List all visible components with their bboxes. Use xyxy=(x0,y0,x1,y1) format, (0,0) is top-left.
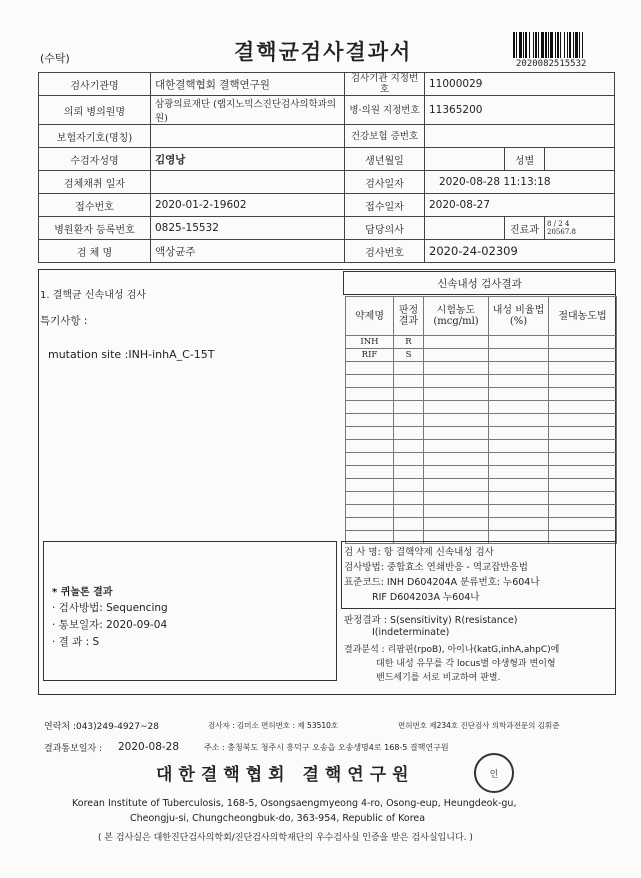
table-row-empty xyxy=(346,362,617,375)
barcode-bar xyxy=(575,32,578,58)
col-drug: 약제명 xyxy=(346,297,394,336)
table-row-empty xyxy=(346,414,617,427)
empty-cell xyxy=(549,479,617,492)
test-concentration xyxy=(424,349,489,362)
quinolone-method: · 검사방법: Sequencing xyxy=(52,602,168,614)
contract-label: (수탁) xyxy=(40,52,70,65)
empty-cell xyxy=(549,518,617,531)
barcode-bar xyxy=(535,32,537,58)
barcode-bar xyxy=(538,32,539,58)
barcode-bar xyxy=(516,32,517,58)
empty-cell xyxy=(346,466,394,479)
barcode-bar xyxy=(569,32,571,58)
label-hospital-reg-no: 병원환자 등록번호 xyxy=(39,217,151,240)
header-table xyxy=(38,72,615,263)
empty-cell xyxy=(489,375,549,388)
empty-cell xyxy=(346,401,394,414)
empty-cell xyxy=(394,414,424,427)
label-receipt-date: 접수일자 xyxy=(345,194,425,217)
address-english-1: Korean Institute of Tuberculosis, 168-5, Osongsaengmyeong 4-ro, Osong-eup, Heungdeok-gu, xyxy=(72,798,517,809)
test-concentration xyxy=(424,336,489,349)
barcode-bar xyxy=(529,32,530,58)
empty-cell xyxy=(394,440,424,453)
empty-cell xyxy=(394,375,424,388)
value-receipt-no: 2020-01-2-19602 xyxy=(151,194,345,217)
empty-cell xyxy=(346,362,394,375)
resistance-ratio xyxy=(489,349,549,362)
empty-cell xyxy=(489,453,549,466)
quinolone-result: · 결 과 : S xyxy=(52,636,100,648)
empty-cell xyxy=(489,401,549,414)
value-test-date: 2020-08-28 11:13:18 xyxy=(425,171,615,194)
empty-cell xyxy=(424,492,489,505)
value-institution: 대한결핵협회 결핵연구원 xyxy=(151,73,345,96)
result-analysis-2: 대한 내성 유무를 각 locus별 야생형과 변이형 xyxy=(376,659,556,669)
value-insurer xyxy=(151,125,345,148)
label-insurance-no: 건강보험 증번호 xyxy=(345,125,425,148)
value-specimen: 액상균주 xyxy=(151,240,345,263)
col-absolute-concentration: 절대농도법 xyxy=(549,297,617,336)
empty-cell xyxy=(549,440,617,453)
empty-cell xyxy=(346,440,394,453)
empty-cell xyxy=(489,427,549,440)
document-title: 결핵균검사결과서 xyxy=(234,39,413,64)
empty-cell xyxy=(549,466,617,479)
value-department xyxy=(545,217,615,240)
empty-cell xyxy=(424,388,489,401)
empty-cell xyxy=(346,453,394,466)
empty-cell xyxy=(549,453,617,466)
empty-cell xyxy=(346,427,394,440)
method-method: 검사방법: 중합효소 연쇄반응 - 역교잡반응법 xyxy=(344,562,528,573)
result-analysis-3: 밴드세기를 서로 비교하여 판별. xyxy=(376,673,501,683)
barcode-bar xyxy=(555,32,556,58)
empty-cell xyxy=(346,505,394,518)
label-requesting-clinic: 의뢰 병의원명 xyxy=(39,96,151,125)
empty-cell xyxy=(424,479,489,492)
table-row-empty xyxy=(346,492,617,505)
result-analysis-1: 결과분석 : 리팜핀(rpoB), 아이나(katG,inhA,ahpC)에 xyxy=(344,645,560,655)
barcode-bar xyxy=(560,32,561,58)
label-collection-date: 검체채취 일자 xyxy=(39,171,151,194)
table-row-empty xyxy=(346,388,617,401)
empty-cell xyxy=(424,505,489,518)
col-resistance-ratio: 내성 비율법(%) xyxy=(489,297,549,336)
resistance-ratio xyxy=(489,336,549,349)
empty-cell xyxy=(394,453,424,466)
barcode-number: 2020082515532 xyxy=(516,59,587,69)
barcode-bar xyxy=(567,32,568,58)
judgement: R xyxy=(394,336,424,349)
value-patient-name: 김영낭 xyxy=(151,148,345,171)
label-receipt-no: 접수번호 xyxy=(39,194,151,217)
value-requesting-clinic: 삼광의료재단 (랩지노믹스진단검사의학과의원) xyxy=(151,96,345,125)
empty-cell xyxy=(489,492,549,505)
empty-cell xyxy=(424,466,489,479)
barcode-bar xyxy=(573,32,574,58)
empty-cell xyxy=(346,388,394,401)
barcode-bar xyxy=(519,32,522,58)
table-row-empty xyxy=(346,453,617,466)
table-row xyxy=(346,349,617,362)
result-table-title: 신속내성 검사결과 xyxy=(437,278,522,290)
value-test-no: 2020-24-02309 xyxy=(425,240,615,263)
drug-name: INH xyxy=(346,336,394,349)
barcode-bar xyxy=(541,32,544,58)
table-row-empty xyxy=(346,375,617,388)
barcode-bar xyxy=(550,32,553,58)
empty-cell xyxy=(549,362,617,375)
empty-cell xyxy=(424,375,489,388)
barcode-bar xyxy=(579,32,580,58)
label-institution-id: 검사기관 지정번호 xyxy=(345,73,425,96)
result-table xyxy=(345,296,617,544)
empty-cell xyxy=(549,388,617,401)
table-row-empty xyxy=(346,479,617,492)
judgement: S xyxy=(394,349,424,362)
empty-cell xyxy=(346,375,394,388)
barcode-bar xyxy=(545,32,547,58)
empty-cell xyxy=(346,479,394,492)
table-row-empty xyxy=(346,427,617,440)
empty-cell xyxy=(489,466,549,479)
report-date: 2020-08-28 xyxy=(118,741,180,753)
empty-cell xyxy=(424,414,489,427)
empty-cell xyxy=(394,492,424,505)
barcode-bar xyxy=(564,32,565,58)
barcode-bar xyxy=(557,32,559,58)
table-row-empty xyxy=(346,466,617,479)
empty-cell xyxy=(549,414,617,427)
empty-cell xyxy=(424,453,489,466)
method-test-name: 검 사 명: 항 결핵약제 신속내성 검사 xyxy=(344,547,494,558)
label-clinic-id: 병·의원 지정번호 xyxy=(345,96,425,125)
inspector: 검사자 : 김미소 면허번호 : 제 53510호 xyxy=(208,721,339,730)
empty-cell xyxy=(549,492,617,505)
label-specimen: 검 체 명 xyxy=(39,240,151,263)
empty-cell xyxy=(394,401,424,414)
col-judgement: 판정 결과 xyxy=(394,297,424,336)
quinolone-report-date: · 통보일자: 2020-09-04 xyxy=(52,619,168,631)
drug-name: RIF xyxy=(346,349,394,362)
barcode-bar xyxy=(533,32,534,58)
empty-cell xyxy=(424,401,489,414)
empty-cell xyxy=(489,505,549,518)
label-department: 진료과 xyxy=(505,217,545,240)
label-sex: 성별 xyxy=(505,148,545,171)
empty-cell xyxy=(549,401,617,414)
empty-cell xyxy=(394,479,424,492)
label-insurer: 보험자기호(명칭) xyxy=(39,125,151,148)
label-test-no: 검사번호 xyxy=(345,240,425,263)
barcode xyxy=(513,32,601,58)
label-test-date: 검사일자 xyxy=(345,171,425,194)
empty-cell xyxy=(489,388,549,401)
empty-cell xyxy=(346,414,394,427)
absolute-concentration xyxy=(549,336,617,349)
value-insurance-no xyxy=(425,125,615,148)
value-department-line2: 20567.8 xyxy=(547,228,576,236)
physician: 면허번호 제234호 진단검사 의학과전문의 김휘준 xyxy=(398,721,560,730)
empty-cell xyxy=(549,505,617,518)
empty-cell xyxy=(489,362,549,375)
empty-cell xyxy=(394,427,424,440)
table-row xyxy=(346,336,617,349)
certification-note: ( 본 검사실은 대한진단검사의학회/진단검사의학재단의 우수검사실 인증을 받은 검사실입니다. ) xyxy=(98,833,473,843)
label-patient-name: 수검자성명 xyxy=(39,148,151,171)
empty-cell xyxy=(424,440,489,453)
method-standard-code: 표준코드: INH D604204A 분류번호: 누604나 xyxy=(344,577,540,588)
value-clinic-id: 11365200 xyxy=(425,96,615,125)
barcode-bar xyxy=(548,32,549,58)
value-institution-id: 11000029 xyxy=(425,73,615,96)
label-institution: 검사기관명 xyxy=(39,73,151,96)
address-english-2: Cheongju-si, Chungcheongbuk-do, 363-954, Republic of Korea xyxy=(130,813,426,824)
empty-cell xyxy=(549,375,617,388)
special-notes-label: 특기사항 : xyxy=(40,315,88,327)
empty-cell xyxy=(394,362,424,375)
value-receipt-date: 2020-08-27 xyxy=(425,194,615,217)
empty-cell xyxy=(424,518,489,531)
barcode-bar xyxy=(523,32,524,58)
section-title: 1. 결핵균 신속내성 검사 xyxy=(40,290,147,301)
empty-cell xyxy=(394,505,424,518)
empty-cell xyxy=(394,518,424,531)
value-doctor xyxy=(425,217,505,240)
value-collection-date xyxy=(151,171,345,194)
barcode-bar xyxy=(513,32,515,58)
value-birthdate xyxy=(425,148,505,171)
organization-name: 대한결핵협회 결핵연구원 xyxy=(156,765,415,785)
judgement-criteria-2: I(indeterminate) xyxy=(372,627,450,638)
col-test-concentration: 시험농도(mcg/ml) xyxy=(424,297,489,336)
mutation-site: mutation site :INH-inhA_C-15T xyxy=(48,348,215,361)
empty-cell xyxy=(424,427,489,440)
judgement-criteria: 판정결과 : S(sensitivity) R(resistance) xyxy=(344,615,518,626)
empty-cell xyxy=(424,362,489,375)
empty-cell xyxy=(489,414,549,427)
table-row-empty xyxy=(346,518,617,531)
quinolone-title: * 퀴놀론 결과 xyxy=(52,587,113,598)
empty-cell xyxy=(394,466,424,479)
empty-cell xyxy=(346,492,394,505)
empty-cell xyxy=(489,479,549,492)
contact: 연락처 :043)249-4927~28 xyxy=(44,722,159,732)
official-seal xyxy=(474,753,514,793)
empty-cell xyxy=(549,427,617,440)
table-row-empty xyxy=(346,401,617,414)
barcode-bar xyxy=(525,32,527,58)
label-birthdate: 생년월일 xyxy=(345,148,425,171)
barcode-bar xyxy=(582,32,583,58)
table-row-empty xyxy=(346,440,617,453)
empty-cell xyxy=(489,440,549,453)
absolute-concentration xyxy=(549,349,617,362)
value-hospital-reg-no: 0825-15532 xyxy=(151,217,345,240)
address-korean: 주소 : 충청북도 청주시 흥덕구 오송읍 오송생명4로 168-5 결핵연구원 xyxy=(204,743,449,752)
empty-cell xyxy=(346,518,394,531)
official-seal-text: 인 xyxy=(489,769,499,780)
method-standard-code-2: RIF D604203A 누604나 xyxy=(372,592,480,603)
empty-cell xyxy=(394,388,424,401)
report-date-label: 결과통보일자 : xyxy=(44,744,103,754)
value-department-line1: 8 / 2 4 xyxy=(547,220,570,228)
empty-cell xyxy=(489,518,549,531)
value-sex xyxy=(545,148,615,171)
label-doctor: 담당의사 xyxy=(345,217,425,240)
table-row-empty xyxy=(346,505,617,518)
